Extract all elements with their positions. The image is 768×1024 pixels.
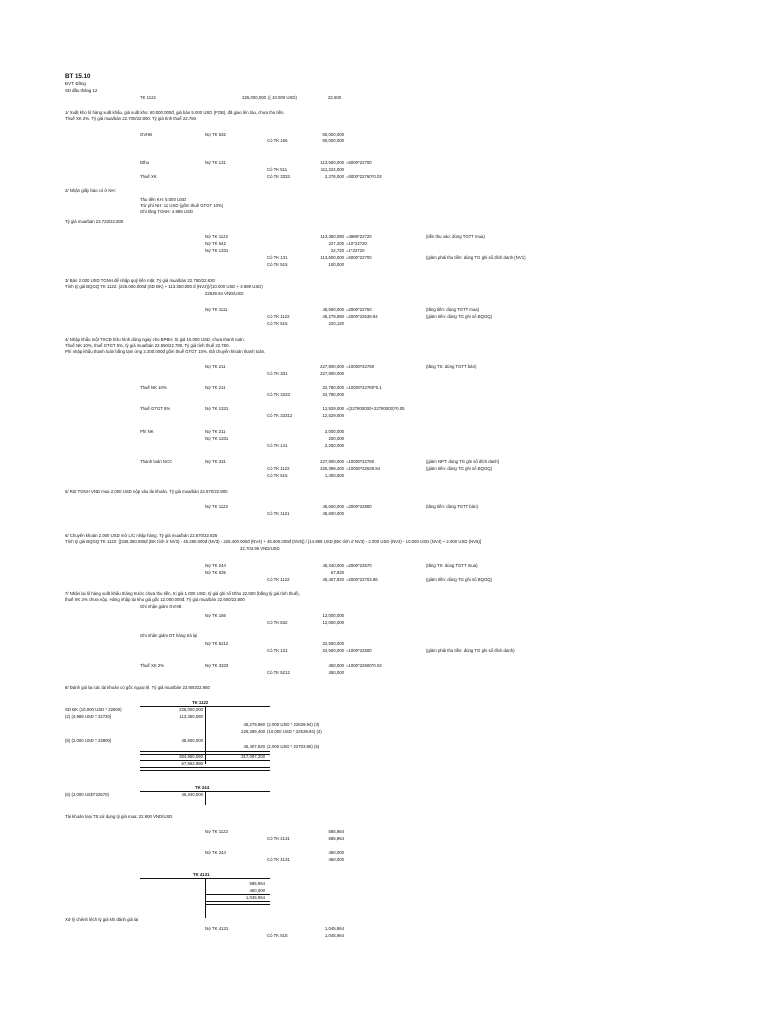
s4-vat-debit: Nợ TK 1331 — [205, 406, 229, 411]
s2-d3-amt: 22,720 — [330, 248, 344, 253]
s4-fee-label: Phí NK — [140, 429, 154, 434]
s7-b-credit-formula: =1000*22500 — [346, 648, 372, 653]
s7-b-debit-amt: 22,500,000 — [322, 641, 344, 646]
s8-final-note: Xử lý chênh lệch tỷ giá khi đánh giá lại — [65, 917, 139, 922]
s4-asset-debit-formula: =10000*22780 — [346, 364, 375, 369]
s1-dthu-credit2-amt: 2,276,000 — [324, 174, 344, 179]
t4131-name: TK 4131 — [193, 872, 210, 877]
s4-pay-credit1-amt: 226,399,400 — [320, 466, 344, 471]
s8-final-debit: Nợ TK 4131 — [205, 926, 229, 931]
s4-vat-credit-amt: 12,529,000 — [322, 413, 344, 418]
s4-fee-debit2-amt: 200,000 — [328, 436, 344, 441]
s5-debit-formula: =2000*22800 — [346, 504, 372, 509]
s7-sub2: Ghi nhận giảm DT hàng trả lại — [140, 633, 198, 638]
s4-nk-credit: Có TK 3333 — [267, 392, 290, 397]
s8-rate-note: Tài khoản loại TS sử dụng tỷ giá mua: 22.900 VND/USD — [65, 814, 173, 819]
t1122-r2-amt: 226,399,400 — [241, 729, 265, 734]
s1-gvhb-credit: Có TK 156 — [267, 138, 288, 143]
s7-b-credit-amt: 22,500,000 — [322, 648, 344, 653]
s2-d2-formula: =10*22720 — [346, 241, 367, 246]
s4-fee-credit: Có TK 141 — [267, 443, 288, 448]
s4-asset-credit: Có TK 331 — [267, 371, 288, 376]
s4-asset-credit-amt: 227,800,000 — [320, 371, 344, 376]
t1122-r1-amt: 45,279,880 — [243, 722, 265, 727]
t1122-balance: 67,862,880 — [181, 761, 203, 766]
t1122-name: TK 1122 — [192, 700, 209, 705]
s4-asset-debit: Nợ TK 211 — [205, 364, 226, 369]
s1-dthu-debit: Nợ TK 131 — [205, 160, 226, 165]
s1-dthu-debit-formula: =5000*22700 — [346, 160, 372, 165]
s2-d3: Nợ TK 1331 — [205, 248, 229, 253]
s4-nk-debit-amt: 22,780,000 — [322, 385, 344, 390]
s2-line3: Ghi tăng TGNH: 4.989 USD — [140, 209, 193, 214]
s8-e1-credit: Có TK 4131 — [267, 836, 290, 841]
s1-gvhb-debit-amt: 60,000,000 — [322, 132, 344, 137]
s4-nk-debit: Nợ TK 211 — [205, 385, 226, 390]
s4-fee-debit2: Nợ TK 1331 — [205, 436, 229, 441]
t1122-l1: SD ĐK (10.000 USD * 22600) — [65, 707, 122, 712]
s5-credit: Có TK 1121 — [267, 511, 290, 516]
s3-c2-amt: 220,120 — [328, 321, 344, 326]
t1122-l1-amt: 226,000,000 — [179, 707, 203, 712]
s3-c1-note: (giảm tiền: dùng TG ghi sổ BQGQ) — [426, 314, 493, 319]
s4-fee-debit1-amt: 2,000,000 — [324, 429, 344, 434]
s7-c-debit-amt: 450,000 — [328, 663, 344, 668]
s1-dthu-debit-amt: 113,500,000 — [320, 160, 344, 165]
s4-vat-credit: Có TK 33312 — [267, 413, 293, 418]
s7-xk-label: Thuế XK 2% — [140, 663, 165, 668]
s7-c-credit-amt: 450,000 — [328, 670, 344, 675]
s4-nk-label: Thuế NK 10% — [140, 385, 167, 390]
unit-label: ĐVT: Đồng — [65, 81, 86, 86]
s2-d1-amt: 113,350,080 — [320, 234, 344, 239]
s1-gvhb-label: GVHB — [140, 132, 153, 137]
s7-c-debit-formula: =1000*22500*0.02 — [346, 663, 382, 668]
opening-account: TK 1122 — [140, 95, 156, 100]
s1-thuexk-label: Thuế XK — [140, 174, 157, 179]
s2-d1: Nợ TK 1122 — [205, 234, 228, 239]
t1122-l2-amt: 113,350,080 — [179, 714, 203, 719]
s4-pay-debit-formula: =10000*22780 — [346, 459, 375, 464]
s8-e2-credit: Có TK 4131 — [267, 857, 290, 862]
s6-credit-formula: =2000*22703.96 — [346, 577, 378, 582]
t4131-divider — [205, 878, 206, 918]
s8-e2-credit-amt: 460,000 — [328, 857, 344, 862]
s4-pay-note1: (giảm NPT: dùng TG ghi sổ đích danh) — [426, 459, 500, 464]
t1122-r2-note: (10.000 USD * 22639.94) (4) — [267, 729, 322, 734]
t1122-end-rule — [140, 767, 270, 771]
s2-d1-formula: =4989*22720 — [346, 234, 372, 239]
s7-desc1: 7/ Nhận lại lô hàng xuất khẩu tháng trước chưa thu tiền, trị giá 1.000 USD, tỷ giá ghi sổ Dthu 22.500 (bằng tỷ giá tính thuế), — [65, 591, 300, 596]
s2-d1-note: (tiền thu vào: dùng TGTT mua) — [426, 234, 485, 239]
s4-vat-label: Thuế GTGT 5% — [140, 406, 171, 411]
s4-pay-credit1: Có TK 1122 — [267, 466, 290, 471]
s2-rate: Tỷ giá mua/bán 22.720/22.800 — [65, 219, 124, 224]
s1-dthu-credit1-amt: 111,224,000 — [320, 167, 344, 172]
s8-final-credit: Có TK 515 — [267, 933, 288, 938]
s1-dthu-credit2-formula: =5000*22760*0.02 — [346, 174, 382, 179]
t4131-end-rule — [205, 901, 270, 905]
s3-d1-note: (tăng tiền: dùng TGTT mua) — [426, 307, 480, 312]
s3-result: 22639.94 VND/USD — [205, 291, 244, 296]
s1-gvhb-debit: Nợ TK 632 — [205, 132, 226, 137]
s3-d1-amt: 45,500,000 — [322, 307, 344, 312]
s8-e1-debit: Nợ TK 1122 — [205, 829, 228, 834]
t1122-total-credit: 317,087,200 — [241, 754, 265, 759]
s3-c1-formula: =2000*22639.94 — [346, 314, 378, 319]
s2-line1: Thu tiền KH: 5.000 USD — [140, 197, 187, 202]
t1122-r1-note: (2.000 USD * 22639.94) (3) — [267, 722, 320, 727]
s6-credit-note: (giảm tiền: dùng TG ghi sổ BQGQ) — [426, 577, 493, 582]
s4-pay-debit-amt: 227,800,000 — [320, 459, 344, 464]
s1-dthu-label: Dthu — [140, 160, 150, 165]
s4-pay-credit1-formula: =10000*22639.94 — [346, 466, 381, 471]
opening-label: SD đầu tháng 12 — [65, 88, 98, 93]
s4-pay-note2: (giảm tiền: dùng TG ghi sổ BQGQ) — [426, 466, 493, 471]
s4-desc1: 4/ Nhập khẩu một TSCĐ hữu hình dùng ngay cho BPBH, trị giá 10.000 USD, chưa thanh toán. — [65, 337, 245, 342]
t1122-r3-amt: 45,407,920 — [243, 744, 265, 749]
t4131-r1: 585,964 — [249, 881, 265, 886]
s5-debit-note: (tăng tiền: dùng TGTT bán) — [426, 504, 478, 509]
t244-l1-amt: 45,340,000 — [181, 792, 203, 797]
t1122-divider — [205, 706, 206, 764]
s1-desc2: Thuế XK 2%. Tỷ giá mua/bán 22.700/22.800. Tỷ giá tính thuế 22.760 — [65, 116, 196, 121]
s3-desc: 3/ Bán 2.000 USD TGNH để nhập quỹ tiền mặt. Tỷ giá mua/bán 22.750/22.830 — [65, 278, 215, 283]
s7-sub1: Ghi nhận giảm GVHB — [140, 604, 182, 609]
s4-vat-debit-amt: 12,529,000 — [322, 406, 344, 411]
opening-amount: 226,000,000 — [242, 95, 266, 100]
s8-e1-debit-amt: 585,964 — [328, 829, 344, 834]
s3-d1: Nợ TK 1111 — [205, 307, 228, 312]
s2-d3-formula: =1*22720 — [346, 248, 365, 253]
s3-c2: Có TK 515 — [267, 321, 288, 326]
s4-asset-note: (tăng TS: dùng TGTT bán) — [426, 364, 477, 369]
s6-d2: Nợ TK 635 — [205, 570, 226, 575]
t244-name: TK 244 — [195, 785, 210, 790]
s4-fee-debit1: Nợ TK 211 — [205, 429, 226, 434]
t4131-r3: 1,045,964 — [245, 895, 265, 900]
s6-credit-amt: 45,407,920 — [322, 577, 344, 582]
s7-b-note: (giảm phải thu tiền: dùng TG ghi sổ đích danh) — [426, 648, 515, 653]
s4-asset-debit-amt: 227,800,000 — [320, 364, 344, 369]
s2-c1-note: (giảm phải thu tiền: dùng TG ghi sổ đích danh (NV1) — [426, 255, 526, 260]
s6-d2-amt: 67,920 — [330, 570, 344, 575]
s2-d2-amt: 227,200 — [328, 241, 344, 246]
s7-a-debit: Nợ TK 156 — [205, 613, 226, 618]
opening-rate: 22,600 — [328, 95, 342, 100]
t1122-total-debit: 384,950,080 — [179, 754, 203, 759]
s8-final-credit-amt: 1,045,964 — [324, 933, 344, 938]
s2-d2: Nợ TK 642 — [205, 241, 226, 246]
s3-c1-amt: 45,279,880 — [322, 314, 344, 319]
s6-d1-amt: 45,340,000 — [322, 563, 344, 568]
s1-desc1: 1/ Xuất kho lô hàng xuất khẩu, giá xuất kho: 60.000.000đ, giá bán 5.000 USD (FOB), đã giao lên tàu, chưa thu tiền. — [65, 110, 285, 115]
s4-nk-credit-amt: 22,780,000 — [322, 392, 344, 397]
s7-a-credit: Có TK 632 — [267, 620, 288, 625]
t1122-r3-note: (2.000 USD * 22703.96) (6) — [267, 744, 320, 749]
s4-pay-debit: Nợ TK 331 — [205, 459, 226, 464]
s3-formula: Tính tỷ giá BQGQ TK 1122: (226.000.000đ (SD ĐK) + 113.350.080 đ (NV2))/(10.000 USD + 4.989 USD) — [65, 284, 263, 289]
t1122-l2: (2) (4.989 USD * 22720) — [65, 714, 112, 719]
s3-c1: Có TK 1122 — [267, 314, 290, 319]
s5-desc: 5/ Rút TGNH VND mua 2.000 USD nộp vào tài khoản. Tỷ giá mua/bán 22.570/22.800 — [65, 489, 228, 494]
s7-b-credit: Có TK 131 — [267, 648, 288, 653]
s6-desc: 6/ Chuyển khoản 2.000 USD mở L/C nhập hàng. Tỷ giá mua/bán 22.670/22.825 — [65, 533, 218, 538]
s8-e2-debit-amt: 460,000 — [328, 850, 344, 855]
s4-pay-label: Thanh toán NCC — [140, 459, 173, 464]
s7-c-debit: Nợ TK 3333 — [205, 663, 229, 668]
t244-divider — [205, 791, 206, 805]
doc-title: BT 15.10 — [65, 73, 91, 80]
s2-c1-amt: 113,500,000 — [320, 255, 344, 260]
s6-formula: Tính tỷ giá BQGQ TK 1122: [(339.350.080đ (ĐK tính ở NV3) - 45.280.000đ (NV3) - 226.400.000đ (NV4) + 45.600.000đ (NV5)] / [14.989 USD (ĐK tính ở NV3) - 2.000 USD (NV3) - 10.000 USD (NV4) + 2.000 USD (NV5)] — [65, 539, 482, 544]
s6-result: 22,703.96 VND/USD — [240, 546, 280, 551]
s1-dthu-credit2: Có TK 3333 — [267, 174, 290, 179]
s2-c2-amt: 100,000 — [328, 262, 344, 267]
s6-d1-note: (tăng TS: dùng TGTT mua) — [426, 563, 478, 568]
s1-gvhb-credit-amt: 60,000,000 — [322, 138, 344, 143]
s8-desc: 8/ Đánh giá lại các tài khoản có gốc ngoại tệ. Tỷ giá mua/bán 22.900/22.950 — [65, 685, 210, 690]
s4-desc3: Phí nhập khẩu thanh toán bằng tạm ứng 2.200.000đ gồm thuế GTGT 10%. Đã chuyển khoản thanh toán. — [65, 349, 266, 354]
s7-c-credit: Có TK 5212 — [267, 670, 290, 675]
s7-desc2: thuế XK 2% chưa nộp. Hàng nhập lại kho giá gốc 12.000.000đ. Tỷ giá mua/bán 22.600/22.800 — [65, 597, 245, 602]
s7-b-debit: Nợ TK 5212 — [205, 641, 229, 646]
s8-e2-debit: Nợ TK 244 — [205, 850, 226, 855]
s8-final-debit-amt: 1,045,964 — [324, 926, 344, 931]
s2-desc: 2/ Nhận giấy báo có ở NH: — [65, 188, 116, 193]
s4-fee-credit-amt: 2,200,000 — [324, 443, 344, 448]
s7-a-debit-amt: 12,000,000 — [322, 613, 344, 618]
s7-a-credit-amt: 12,000,000 — [322, 620, 344, 625]
s1-dthu-credit1: Có TK 511 — [267, 167, 288, 172]
s2-c1: Có TK 131 — [267, 255, 288, 260]
s3-d1-formula: =2000*22750 — [346, 307, 372, 312]
s4-nk-debit-formula: =10000*22780*0.1 — [346, 385, 382, 390]
t4131-r2: 460,000 — [249, 888, 265, 893]
s6-credit: Có TK 1122 — [267, 577, 290, 582]
s5-credit-amt: 45,600,000 — [322, 511, 344, 516]
t244-l1: (6) (2.000 USD*22670) — [65, 792, 109, 797]
s6-d1: Nợ TK 244 — [205, 563, 226, 568]
s4-vat-debit-formula: =(227800000+22780000)*0.05 — [346, 406, 405, 411]
t1122-l3: (5) (2.000 USD * 22800) — [65, 738, 112, 743]
s4-pay-credit2: Có TK 515 — [267, 473, 288, 478]
s5-debit-amt: 45,600,000 — [322, 504, 344, 509]
s2-c2: Có TK 515 — [267, 262, 288, 267]
s6-d1-formula: =2000*22670 — [346, 563, 372, 568]
t1122-l3-amt: 45,600,000 — [181, 738, 203, 743]
s2-c1-formula: =5000*22700 — [346, 255, 372, 260]
opening-note: (( 10.000 USD) — [268, 95, 297, 100]
s2-line2: Trừ phí NH: 11 USD (gồm thuế GTGT 10%) — [140, 203, 224, 208]
s5-debit: Nợ TK 1122 — [205, 504, 228, 509]
s4-desc2: Thuế NK 10%, thuế GTGT 5%, tỷ giá mua/bán 22.550/22.780. Tỷ giá tính thuế 22.780. — [65, 343, 230, 348]
s8-e1-credit-amt: 585,964 — [328, 836, 344, 841]
s4-pay-credit2-amt: 1,400,600 — [324, 473, 344, 478]
